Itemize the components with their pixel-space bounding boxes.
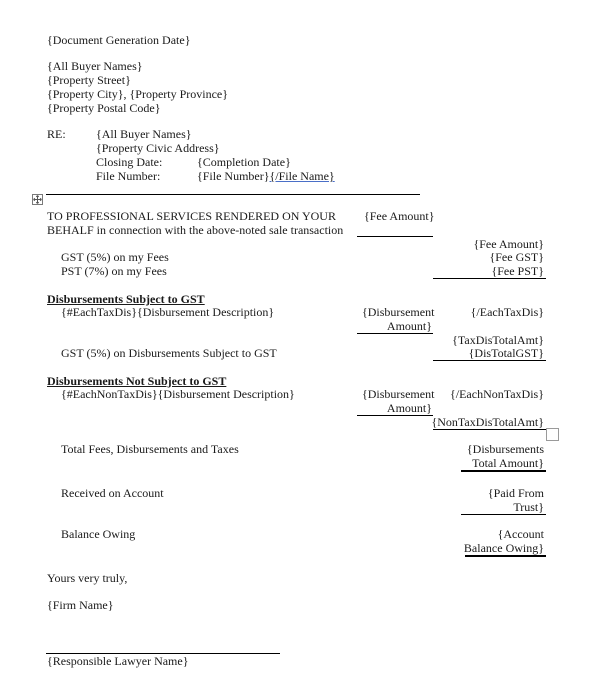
buyer-names: {All Buyer Names}	[47, 59, 143, 73]
total-amount-rule	[461, 470, 546, 472]
disb-nongst-heading: Disbursements Not Subject to GST	[47, 374, 227, 388]
fee-amount-rule	[357, 236, 433, 237]
services-line-1: TO PROFESSIONAL SERVICES RENDERED ON YOUR	[47, 209, 336, 223]
fee-gst: {Fee GST}	[489, 250, 544, 264]
disb-gst-row-desc: {#EachTaxDis}{Disbursement Description}	[61, 305, 275, 319]
file-number-tag: {File Number}	[197, 169, 270, 183]
table-move-handle-icon[interactable]	[32, 194, 43, 205]
document-date: {Document Generation Date}	[47, 33, 191, 47]
property-street: {Property Street}	[47, 73, 131, 87]
file-name-tag: {/File Name}	[269, 169, 335, 183]
closing-date-value: {Completion Date}	[197, 155, 291, 169]
fee-amount-2: {Fee Amount}	[473, 237, 544, 251]
total-label: Total Fees, Disbursements and Taxes	[61, 442, 239, 456]
re-address: {Property Civic Address}	[96, 141, 220, 155]
gst-fees-label: GST (5%) on my Fees	[61, 250, 169, 264]
disb-gst-heading: Disbursements Subject to GST	[47, 292, 205, 306]
pst-fees-label: PST (7%) on my Fees	[61, 264, 167, 278]
non-tax-total-rule	[433, 429, 546, 430]
table-resize-handle-icon[interactable]	[546, 428, 559, 441]
fee-amount: {Fee Amount}	[364, 209, 435, 223]
balance-amount-rule	[465, 555, 546, 557]
fee-pst: {Fee PST}	[491, 264, 544, 278]
disb-nongst-row-desc: {#EachNonTaxDis}{Disbursement Description}	[61, 387, 295, 401]
file-number-value	[197, 169, 335, 183]
total-amount-l2: Total Amount}	[472, 456, 544, 470]
disb-nongst-amount-l2: Amount}	[386, 401, 432, 415]
closing-date-label: Closing Date:	[96, 155, 163, 169]
fee-pst-rule	[433, 278, 546, 279]
file-number-label: File Number:	[96, 169, 161, 183]
disb-nongst-amount-rule	[357, 415, 433, 416]
balance-amount-l2: Balance Owing}	[463, 541, 544, 555]
re-buyers: {All Buyer Names}	[96, 127, 192, 141]
re-label: RE:	[47, 127, 66, 141]
received-amount-rule	[461, 514, 546, 515]
dis-total-gst: {DisTotalGST}	[468, 346, 544, 360]
received-label: Received on Account	[61, 486, 164, 500]
dis-total-gst-rule	[433, 360, 546, 361]
balance-label: Balance Owing	[61, 527, 136, 541]
disb-gst-amount-l1: {Disbursement	[362, 305, 435, 319]
disb-gst-amount-l2: Amount}	[386, 319, 432, 333]
property-city-province: {Property City}, {Property Province}	[47, 87, 229, 101]
balance-amount-l1: {Account	[497, 527, 544, 541]
responsible-lawyer-name: {Responsible Lawyer Name}	[47, 654, 189, 668]
received-amount-l1: {Paid From	[487, 486, 544, 500]
tax-dis-total-amt: {TaxDisTotalAmt}	[452, 333, 544, 347]
table-top-rule	[46, 194, 420, 195]
disb-gst-gst-label: GST (5%) on Disbursements Subject to GST	[61, 346, 277, 360]
disb-gst-amount-rule	[357, 333, 433, 334]
disb-gst-end-tag: {/EachTaxDis}	[470, 305, 544, 319]
services-line-2: BEHALF in connection with the above-noted sale transaction	[47, 223, 344, 237]
received-amount-l2: Trust}	[513, 500, 544, 514]
non-tax-dis-total-amt: {NonTaxDisTotalAmt}	[431, 415, 544, 429]
firm-name: {Firm Name}	[47, 598, 114, 612]
yours-truly: Yours very truly,	[47, 571, 128, 585]
disb-nongst-end-tag: {/EachNonTaxDis}	[450, 387, 544, 401]
disb-nongst-amount-l1: {Disbursement	[362, 387, 435, 401]
property-postal-code: {Property Postal Code}	[47, 101, 161, 115]
total-amount-l1: {Disbursements	[466, 442, 544, 456]
